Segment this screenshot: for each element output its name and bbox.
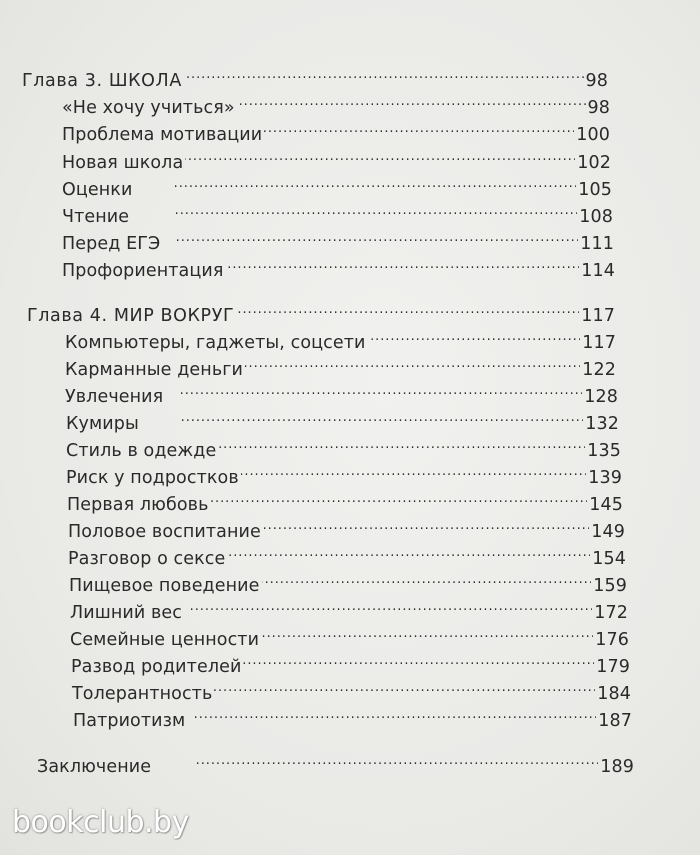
toc-leader-dots [153,750,598,772]
toc-leader-dots [241,461,587,483]
toc-leader-dots [245,353,580,375]
toc-leader-dots [243,650,594,672]
toc-item [62,254,615,282]
toc-chapter-title: Глава 3. ШКОЛА [22,71,182,91]
toc-leader-dots [165,380,582,402]
toc-page-number: 108 [579,207,613,227]
toc-item [71,650,630,678]
toc-item-label: Кумиры [66,414,139,434]
toc-item [65,380,618,408]
toc-page-number: 139 [588,468,622,488]
toc-item-label: Новая школа [62,153,184,173]
toc-item [66,434,621,462]
toc-leader-dots [134,173,576,195]
toc-item-label: Профориентация [62,261,224,281]
toc-leader-dots [264,118,574,140]
toc-item-label: Разговор о сексе [68,549,226,569]
toc-page-number: 189 [600,757,634,777]
toc-page-number: 100 [576,125,610,145]
toc-leader-dots [237,91,586,113]
toc-item-label: Перед ЕГЭ [62,234,161,254]
toc-page-number: 187 [598,711,632,731]
toc-page-number: 132 [585,414,619,434]
toc-item [66,407,619,435]
toc-item-label: Заключение [37,757,152,777]
toc-item-label: Пищевое поведение [69,576,260,596]
toc-leader-dots [262,569,592,591]
toc-leader-dots [185,146,575,168]
toc-item [68,515,625,543]
toc-item [65,326,616,354]
toc-page-number: 102 [577,153,611,173]
toc-leader-dots [131,200,577,222]
toc-page-number: 176 [595,630,629,650]
toc-item [62,173,612,201]
toc-item [62,118,610,146]
toc-page-number: 172 [594,603,628,623]
toc-leader-dots [141,407,583,429]
toc-leader-dots [214,677,595,699]
toc-page-number: 122 [582,360,616,380]
toc-item [62,227,614,255]
toc-item-label: Толерантность [72,684,213,704]
toc-page-number: 149 [591,522,625,542]
toc-item [72,677,631,705]
toc-item [65,353,616,381]
toc-page-number: 184 [597,684,631,704]
toc-item-label: Развод родителей [71,657,242,677]
toc-leader-dots [368,326,581,348]
toc-item-label: Семейные ценности [70,630,260,650]
toc-item-label: Карманные деньги [65,360,244,380]
toc-item [70,623,629,651]
toc-item-label: Стиль в одежде [66,441,217,461]
toc-item-label: Чтение [62,207,130,227]
toc-item [69,569,627,597]
toc-item [70,596,628,624]
toc-item [68,542,626,570]
toc-page-number: 117 [581,306,615,326]
toc-item [62,146,611,174]
toc-item-label: Компьютеры, гаджеты, соцсети [65,333,366,353]
toc-item-label: Патриотизм [73,711,186,731]
toc-leader-dots [236,299,579,321]
toc-item [62,91,610,119]
toc-leader-dots [184,64,584,86]
toc-leader-dots [187,704,596,726]
toc-page-number: 117 [582,333,616,353]
toc-item-label: Увлечения [65,387,164,407]
toc-item [67,488,623,516]
toc-leader-dots [261,623,593,645]
toc-leader-dots [225,254,579,276]
toc-page-number: 128 [584,387,618,407]
toc-page-number: 179 [596,657,630,677]
toc-page-number: 159 [593,576,627,596]
toc-leader-dots [263,515,589,537]
toc-leader-dots [184,596,592,618]
toc-page-number: 154 [592,549,626,569]
toc-page-number: 105 [578,180,612,200]
toc-page-number: 145 [589,495,623,515]
toc-page-number: 111 [580,234,614,254]
toc-chapter-4 [27,299,615,327]
toc-item [73,704,632,732]
toc-leader-dots [211,488,588,510]
toc-item-label: «Не хочу учиться» [62,98,235,118]
toc-conclusion [37,750,634,778]
watermark: bookclub.by [12,805,189,840]
toc-item-label: Проблема мотивации [62,125,263,145]
toc-leader-dots [162,227,578,249]
toc-item [66,461,622,489]
toc-item-label: Риск у подростков [66,468,239,488]
toc-page-number: 114 [581,261,615,281]
toc-leader-dots [227,542,590,564]
toc-page-number: 135 [587,441,621,461]
toc-item-label: Первая любовь [67,495,209,515]
toc-item-label: Лишний вес [70,603,182,623]
toc-item [62,200,613,228]
toc-item-label: Половое воспитание [68,522,261,542]
toc-leader-dots [218,434,585,456]
toc-chapter-title: Глава 4. МИР ВОКРУГ [27,306,235,326]
toc-chapter-3 [22,64,608,92]
toc-item-label: Оценки [62,180,133,200]
toc-page-number: 98 [587,98,610,118]
toc-page-number: 98 [585,71,608,91]
